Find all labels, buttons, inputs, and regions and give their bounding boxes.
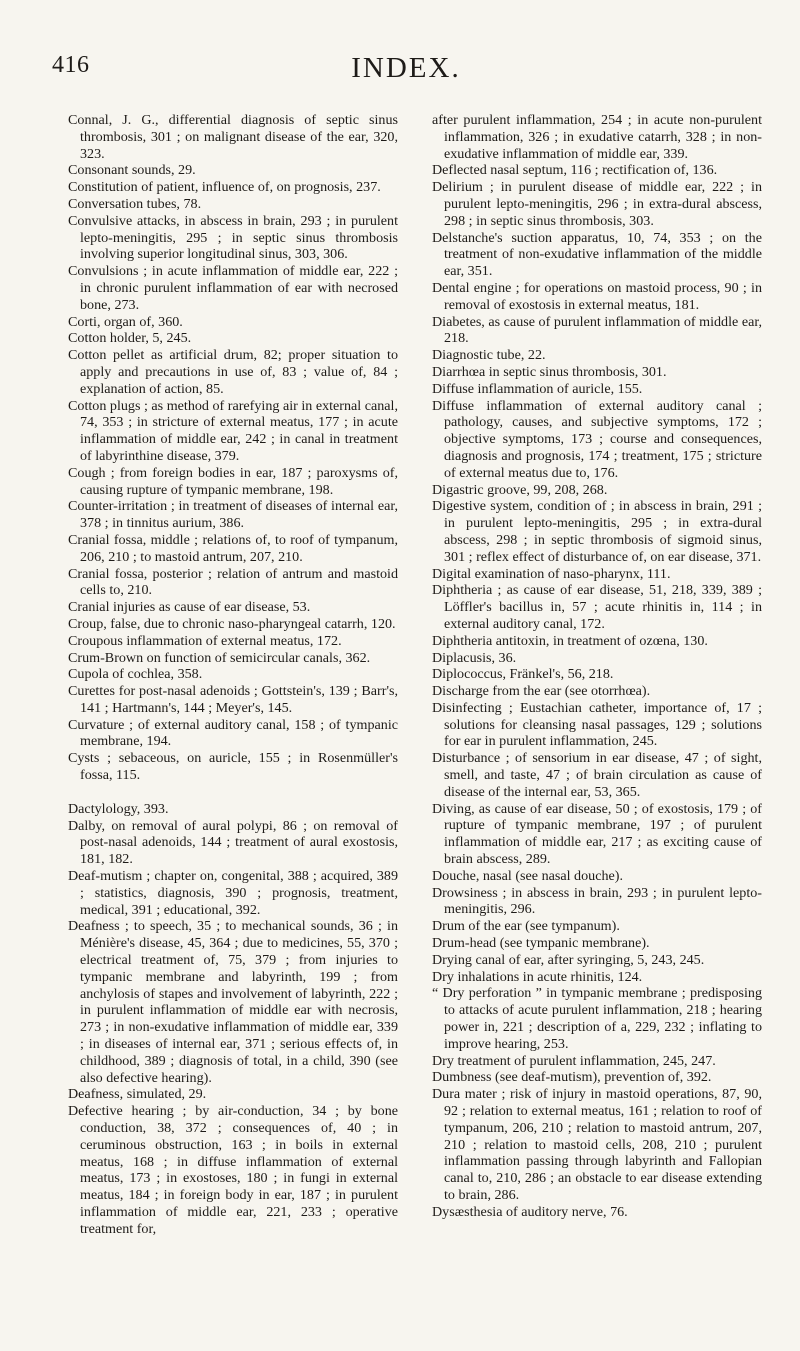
index-entry: Cotton plugs ; as method of rarefying air in external canal, 74, 353 ; in stricture of external meatus, 177 ; in acute inflammation of middle ear, 242 ; in canal in treatment of labyrinthine disease, 379. <box>68 397 398 464</box>
index-entry: Cysts ; sebaceous, on auricle, 155 ; in Rosenmüller's fossa, 115. <box>68 750 398 784</box>
index-entry: Diabetes, as cause of purulent inflammation of middle ear, 218. <box>432 313 762 347</box>
index-column-left <box>68 112 398 1331</box>
index-entry: Drowsiness ; in abscess in brain, 293 ; in purulent lepto-meningitis, 296. <box>432 884 762 918</box>
index-entry: Diving, as cause of ear disease, 50 ; of exostosis, 179 ; of rupture of tympanic membrane, 197 ; of purulent inflammation of middle ear, 217 ; as exciting cause of brain abscess, 289. <box>432 800 762 868</box>
index-entry: Diphtheria antitoxin, in treatment of ozœna, 130. <box>432 632 708 649</box>
page-header <box>52 52 760 92</box>
index-entry: Counter-irritation ; in treatment of diseases of internal ear, 378 ; in tinnitus aurium, 386. <box>68 498 398 532</box>
index-entry: Delirium ; in purulent disease of middle ear, 222 ; in purulent lepto-meningitis, 296 ; in extra-dural abscess, 298 ; in septic sinus thrombosis, 303. <box>432 179 762 229</box>
index-entry: Dry inhalations in acute rhinitis, 124. <box>432 968 643 985</box>
index-columns <box>68 112 762 1331</box>
index-entry: Diagnostic tube, 22. <box>432 347 546 364</box>
index-entry: Cranial fossa, posterior ; relation of antrum and mastoid cells to, 210. <box>68 565 398 599</box>
index-entry: Diplococcus, Fränkel's, 56, 218. <box>432 666 614 683</box>
index-entry: Convulsive attacks, in abscess in brain, 293 ; in purulent lepto-meningitis, 295 ; in septic sinus thrombosis involving superior longitudinal sinus, 303, 306. <box>68 212 398 263</box>
index-entry: Cranial injuries as cause of ear disease, 53. <box>68 599 311 616</box>
index-entry: Deflected nasal septum, 116 ; rectification of, 136. <box>432 162 718 179</box>
index-entry: after purulent inflammation, 254 ; in acute non-purulent inflammation, 326 ; in exudative catarrh, 328 ; in non-exudative inflammation of middle ear, 339. <box>432 112 762 162</box>
index-entry: Diarrhœa in septic sinus thrombosis, 301. <box>432 363 667 380</box>
index-entry: Defective hearing ; by air-conduction, 34 ; by bone conduction, 38, 372 ; consequences of, 40 ; in ceruminous obstruction, 163 ; in boils in external meatus, 168 ; in diffuse inflammation of external meatus, 173 ; in exostoses, 180 ; in fungi in external meatus, 184 ; in foreign body in ear, 187 ; in purulent inflammation of middle ear, 221, 233 ; operative treatment for, <box>68 1103 398 1237</box>
index-entry: Cough ; from foreign bodies in ear, 187 ; paroxysms of, causing rupture of tympanic membrane, 198. <box>68 464 398 498</box>
index-entry: Cupola of cochlea, 358. <box>68 666 203 683</box>
index-entry: Cotton pellet as artificial drum, 82; proper situation to apply and precautions in use of, 83 ; value of, 84 ; explanation of action, 85. <box>68 347 398 397</box>
index-entry: Digestive system, condition of ; in abscess in brain, 291 ; in purulent lepto-meningitis, 295 ; in extra-dural abscess, 298 ; in septic thrombosis of sigmoid sinus, 301 ; reflex effect of disturbance of, on ear disease, 371. <box>432 498 762 565</box>
index-entry: Cotton holder, 5, 245. <box>68 330 192 347</box>
index-entry: Dumbness (see deaf-mutism), prevention of, 392. <box>432 1069 712 1086</box>
index-entry: Deaf-mutism ; chapter on, congenital, 388 ; acquired, 389 ; statistics, diagnosis, 390 ; prognosis, treatment, medical, 391 ; educational, 392. <box>68 868 398 918</box>
index-entry: Dactylology, 393. <box>68 800 169 817</box>
index-entry: Disinfecting ; Eustachian catheter, importance of, 17 ; solutions for cleansing nasal passages, 129 ; solutions for ear in purulent inflammation, 245. <box>432 699 762 750</box>
index-entry: Delstanche's suction apparatus, 10, 74, 353 ; on the treatment of non-exudative inflammation of the middle ear, 351. <box>432 229 762 280</box>
index-entry: Curettes for post-nasal adenoids ; Gottstein's, 139 ; Barr's, 141 ; Hartmann's, 144 ; Meyer's, 145. <box>68 683 398 716</box>
index-entry: Conversation tubes, 78. <box>68 195 202 212</box>
index-entry: Deafness ; to speech, 35 ; to mechanical sounds, 36 ; in Ménière's disease, 45, 364 ; due to medicines, 55, 370 ; electrical treatment of, 75, 379 ; from injuries to tympanic membrane and labyrinth, 199 ; from anchylosis of stapes and involvement of labyrinth, 222 ; in purulent inflammation of middle ear with necrosis, 273 ; in non-exudative inflammation of middle ear, 339 ; in diseases of internal ear, 371 ; serious effects of, in childhood, 389 ; diagnosis of total, in a child, 390 (see also defective hearing). <box>68 918 398 1086</box>
index-entry: Drum of the ear (see tympanum). <box>432 918 620 935</box>
index-entry: Digastric groove, 99, 208, 268. <box>432 481 608 498</box>
index-entry: Diphtheria ; as cause of ear disease, 51, 218, 339, 389 ; Löffler's bacillus in, 57 ; acute rhinitis in, 114 ; in external auditory canal, 172. <box>432 582 762 632</box>
page-number: 416 <box>52 52 90 78</box>
index-entry: Dental engine ; for operations on mastoid process, 90 ; in removal of exostosis in external meatus, 181. <box>432 279 762 313</box>
index-entry: Dry treatment of purulent inflammation, 245, 247. <box>432 1052 716 1069</box>
index-column-right <box>432 112 762 1331</box>
index-entry: Douche, nasal (see nasal douche). <box>432 867 623 884</box>
index-entry: Digital examination of naso-pharynx, 111. <box>432 565 671 582</box>
index-entry: Cranial fossa, middle ; relations of, to roof of tympanum, 206, 210 ; to mastoid antrum, 207, 210. <box>68 531 398 565</box>
index-entry: “ Dry perforation ” in tympanic membrane ; predisposing to attacks of acute purulent inflammation, 218 ; hearing power in, 221 ; description of a, 229, 232 ; inflating to improve hearing, 253. <box>432 985 762 1052</box>
index-entry: Deafness, simulated, 29. <box>68 1086 207 1103</box>
index-entry: Consonant sounds, 29. <box>68 162 196 179</box>
index-entry: Dura mater ; risk of injury in mastoid operations, 87, 90, 92 ; relation to external meatus, 161 ; relation to roof of tympanum, 206, 210 ; relation to mastoid antrum, 207, 210 ; relation to mastoid cells, 208, 210 ; purulent inflammation passing through labyrinth and Fallopian canal to, 210, 286 ; an obstacle to ear disease extending to brain, 286. <box>432 1086 762 1203</box>
index-entry: Disturbance ; of sensorium in ear disease, 47 ; of sight, smell, and taste, 47 ; of brain circulation as cause of disease of the internal ear, 53, 365. <box>432 750 762 800</box>
index-entry: Dalby, on removal of aural polypi, 86 ; on removal of post-nasal adenoids, 144 ; treatment of aural exostosis, 181, 182. <box>68 817 398 868</box>
index-entry: Diffuse inflammation of auricle, 155. <box>432 380 643 397</box>
index-entry: Connal, J. G., differential diagnosis of septic sinus thrombosis, 301 ; on malignant disease of the ear, 320, 323. <box>68 112 398 162</box>
index-entry: Diplacusis, 36. <box>432 649 517 666</box>
index-entry: Croupous inflammation of external meatus, 172. <box>68 632 342 649</box>
index-entry: Dysæsthesia of auditory nerve, 76. <box>432 1203 628 1220</box>
index-entry: Corti, organ of, 360. <box>68 313 183 330</box>
index-entry: Convulsions ; in acute inflammation of middle ear, 222 ; in chronic purulent inflammation of ear with necrosed bone, 273. <box>68 263 398 313</box>
index-entry: Constitution of patient, influence of, on prognosis, 237. <box>68 179 381 196</box>
index-entry: Drum-head (see tympanic membrane). <box>432 935 650 952</box>
letter-section-gap <box>68 784 398 801</box>
index-entry: Diffuse inflammation of external auditory canal ; pathology, causes, and subjective symptoms, 172 ; objective symptoms, 173 ; course and consequences, diagnosis and prognosis, 174 ; treatment, 175 ; stricture of external meatus due to, 176. <box>432 397 762 481</box>
page-title: INDEX. <box>351 52 461 84</box>
index-entry: Crum-Brown on function of semicircular canals, 362. <box>68 649 371 666</box>
index-entry: Drying canal of ear, after syringing, 5, 243, 245. <box>432 951 705 968</box>
index-entry: Croup, false, due to chronic naso-pharyngeal catarrh, 120. <box>68 615 396 632</box>
index-entry: Curvature ; of external auditory canal, 158 ; of tympanic membrane, 194. <box>68 716 398 750</box>
index-entry: Discharge from the ear (see otorrhœa). <box>432 683 651 700</box>
